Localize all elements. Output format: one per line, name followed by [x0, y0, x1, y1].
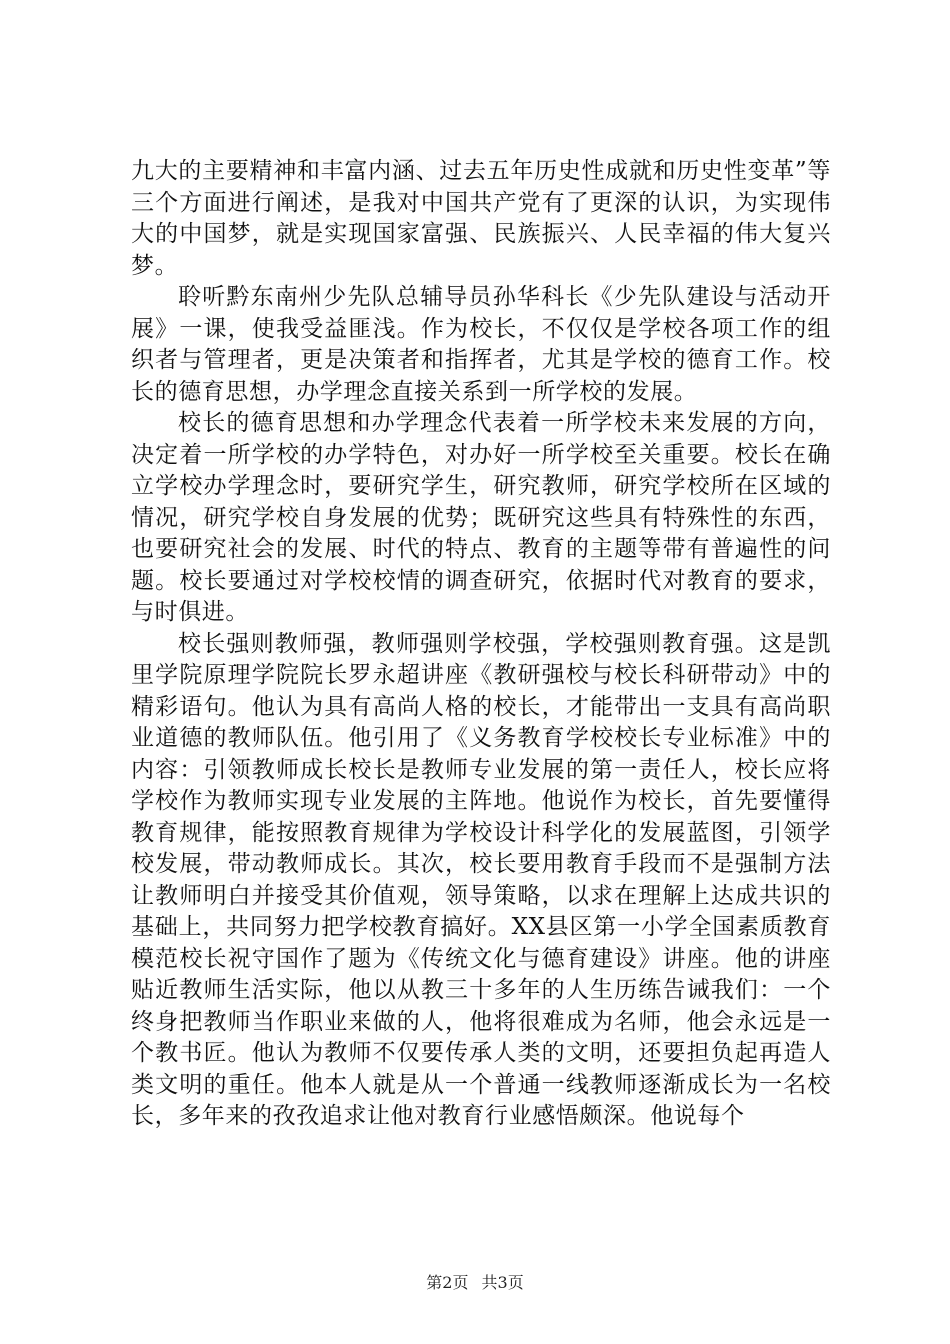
- paragraph-2: 聆听黔东南州少先队总辅导员孙华科长《少先队建设与活动开展》一课，使我受益匪浅。作为校长，不仅仅是学校各项工作的组织者与管理者，更是决策者和指挥者，尤其是学校的德育工作。校长的德育思想，办学理念直接关系到一所学校的发展。: [131, 284, 831, 405]
- paragraph-1: 九大的主要精神和丰富内涵、过去五年历史性成就和历史性变革”等三个方面进行阐述，是我对中国共产党有了更深的认识，为实现伟大的中国梦，就是实现国家富强、民族振兴、人民幸福的伟大复兴梦。: [131, 158, 831, 279]
- page-number-total: 共3页: [481, 1273, 524, 1292]
- page-number-current: 第2页: [426, 1273, 469, 1292]
- paragraph-4: 校长强则教师强，教师强则学校强，学校强则教育强。这是凯里学院原理学院院长罗永超讲座《教研强校与校长科研带动》中的精彩语句。他认为具有高尚人格的校长，才能带出一支具有高尚职业道德的教师队伍。他引用了《义务教育学校校长专业标准》中的内容：引领教师成长校长是教师专业发展的第一责任人，校长应将学校作为教师实现专业发展的主阵地。他说作为校长，首先要懂得教育规律，能按照教育规律为学校设计科学化的发展蓝图，引领学校发展，带动教师成长。其次，校长要用教育手段而不是强制方法让教师明白并接受其价值观，领导策略，以求在理解上达成共识的基础上，共同努力把学校教育搞好。XX县区第一小学全国素质教育模范校长祝守国作了题为《传统文化与德育建设》讲座。他的讲座贴近教师生活实际，他以从教三十多年的人生历练告诫我们：一个终身把教师当作职业来做的人，他将很难成为名师，他会永远是一个教书匠。他认为教师不仅要传承人类的文明，还要担负起再造人类文明的重任。他本人就是从一个普通一线教师逐渐成长为一名校长，多年来的孜孜追求让他对教育行业感悟颇深。他说每个: [131, 630, 831, 1129]
- document-body: [131, 156, 831, 1133]
- page-footer: [0, 1273, 950, 1293]
- paragraph-3: 校长的德育思想和办学理念代表着一所学校未来发展的方向，决定着一所学校的办学特色，对办好一所学校至关重要。校长在确立学校办学理念时，要研究学生，研究教师，研究学校所在区域的情况，研究学校自身发展的优势；既研究这些具有特殊性的东西，也要研究社会的发展、时代的特点、教育的主题等带有普遍性的问题。校长要通过对学校校情的调查研究，依据时代对教育的要求，与时俱进。: [131, 410, 831, 625]
